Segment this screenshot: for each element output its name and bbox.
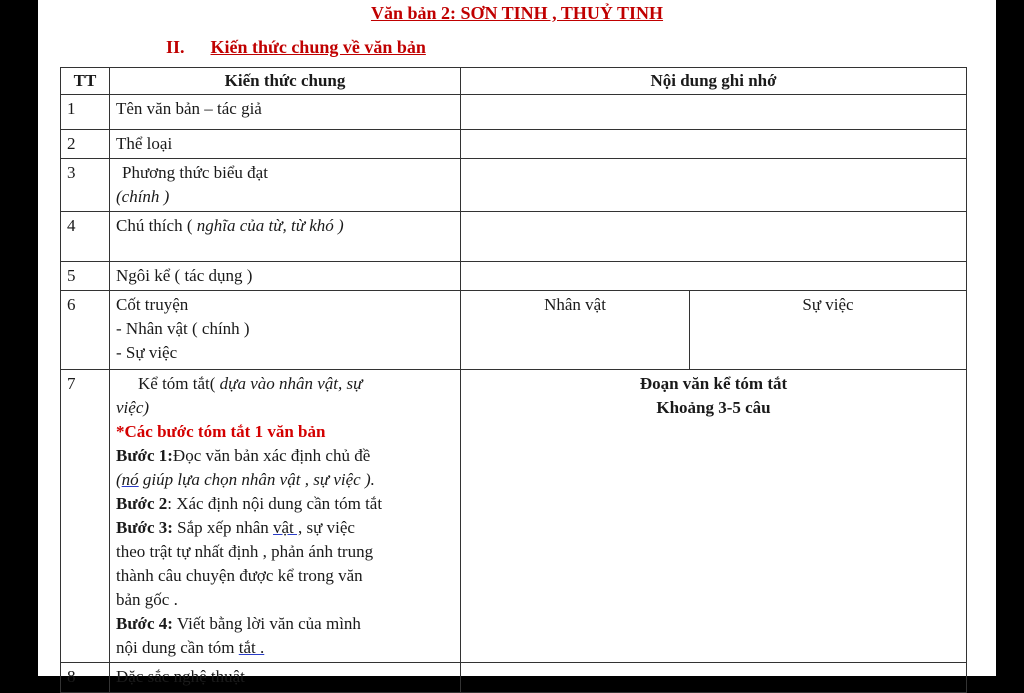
step-1-note: (nó giúp lựa chọn nhân vật , sự việc ). xyxy=(116,470,375,489)
step-4-cont-a: nội dung cần tóm xyxy=(116,638,239,657)
row-label xyxy=(110,291,461,370)
step-1-label: Bước 1: xyxy=(116,446,173,465)
row-number: 8 xyxy=(61,663,110,693)
step-4-label: Bước 4: xyxy=(116,614,173,633)
step-4-cont-ul: tắt . xyxy=(238,638,265,657)
step-4-cont xyxy=(116,636,454,660)
section-heading xyxy=(166,37,426,58)
knowledge-table xyxy=(60,67,967,693)
section-title: Kiến thức chung về văn bản xyxy=(210,37,426,57)
table-row xyxy=(61,130,967,159)
document-title: Văn bản 2: SƠN TINH , THUỶ TINH xyxy=(370,3,664,23)
step-3-cont: theo trật tự nhất định , phản ánh trung xyxy=(116,542,374,561)
step-1-note-ul: nó xyxy=(121,470,139,489)
row-label-sub: - Sự việc xyxy=(116,343,178,362)
row-number: 5 xyxy=(61,262,110,291)
section-number: II. xyxy=(166,37,185,57)
table-header-row xyxy=(61,68,967,95)
step-1-note-rest: giúp lựa chọn nhân vật , sự việc ). xyxy=(138,470,375,489)
steps-title: *Các bước tóm tắt 1 văn bản xyxy=(116,422,326,441)
step-2-text: : Xác định nội dung cần tóm tắt xyxy=(167,494,383,513)
summary-title: Đoạn văn kể tóm tắt xyxy=(639,374,788,393)
header-kien-thuc-chung: Kiến thức chung xyxy=(110,68,461,95)
document-page xyxy=(38,0,996,686)
row-number: 6 xyxy=(61,291,110,370)
row-label xyxy=(110,212,461,262)
su-viec-cell[interactable]: Sự việc xyxy=(690,291,967,370)
summary-answer-cell[interactable] xyxy=(461,370,967,663)
table-row xyxy=(61,291,967,370)
row-label xyxy=(110,159,461,212)
step-3-label: Bước 3: xyxy=(116,518,173,537)
table-row xyxy=(61,159,967,212)
table-row xyxy=(61,262,967,291)
row-label xyxy=(110,370,461,663)
row-number: 4 xyxy=(61,212,110,262)
step-1-text: Đọc văn bản xác định chủ đề xyxy=(172,446,371,465)
row-answer-cell[interactable] xyxy=(461,212,967,262)
row-label: Tên văn bản – tác giả xyxy=(110,95,461,130)
row-label-sub: - Nhân vật ( chính ) xyxy=(116,319,250,338)
table-row xyxy=(61,663,967,693)
row-label-note: nghĩa của từ, từ khó ) xyxy=(196,216,344,235)
step-3-cont: bản gốc . xyxy=(116,590,178,609)
step-3-text-a: Sắp xếp nhân xyxy=(172,518,274,537)
row-number: 1 xyxy=(61,95,110,130)
row-label-note: (chính ) xyxy=(116,187,170,206)
summary-subtitle: Khoảng 3-5 câu xyxy=(656,398,771,417)
step-2 xyxy=(116,492,454,516)
row-label: Thể loại xyxy=(110,130,461,159)
row-answer-cell[interactable] xyxy=(461,95,967,130)
step-2-label: Bước 2 xyxy=(116,494,168,513)
row-label-main: Chú thích ( xyxy=(116,216,197,235)
table-row xyxy=(61,95,967,130)
intro-note-cont: việc) xyxy=(116,398,150,417)
step-3-text-b: sự việc xyxy=(302,518,355,537)
step-4-text: Viết bằng lời văn của mình xyxy=(172,614,361,633)
row-answer-cell[interactable] xyxy=(461,159,967,212)
intro-text: Kể tóm tắt( xyxy=(138,374,220,393)
step-4 xyxy=(116,612,454,636)
step-3-text-ul: vật , xyxy=(273,518,303,537)
step-1 xyxy=(116,444,454,468)
row-label-main xyxy=(116,372,454,396)
row-label-main: Cốt truyện xyxy=(116,295,189,314)
nhan-vat-cell[interactable]: Nhân vật xyxy=(461,291,690,370)
step-3-cont: thành câu chuyện được kể trong văn xyxy=(116,566,363,585)
intro-note: dựa vào nhân vật, sự xyxy=(219,374,363,393)
row-label: Ngôi kể ( tác dụng ) xyxy=(110,262,461,291)
row-label: Đặc sắc nghệ thuật xyxy=(110,663,461,693)
row-number: 3 xyxy=(61,159,110,212)
row-answer-cell[interactable] xyxy=(461,262,967,291)
table-row xyxy=(61,370,967,663)
step-3 xyxy=(116,516,454,540)
header-noi-dung-ghi-nho: Nội dung ghi nhớ xyxy=(461,68,967,95)
header-tt: TT xyxy=(61,68,110,95)
row-number: 2 xyxy=(61,130,110,159)
table-row xyxy=(61,212,967,262)
row-number: 7 xyxy=(61,370,110,663)
row-answer-cell[interactable] xyxy=(461,663,967,693)
row-answer-cell[interactable] xyxy=(461,130,967,159)
row-label-main: Phương thức biểu đạt xyxy=(122,163,268,182)
